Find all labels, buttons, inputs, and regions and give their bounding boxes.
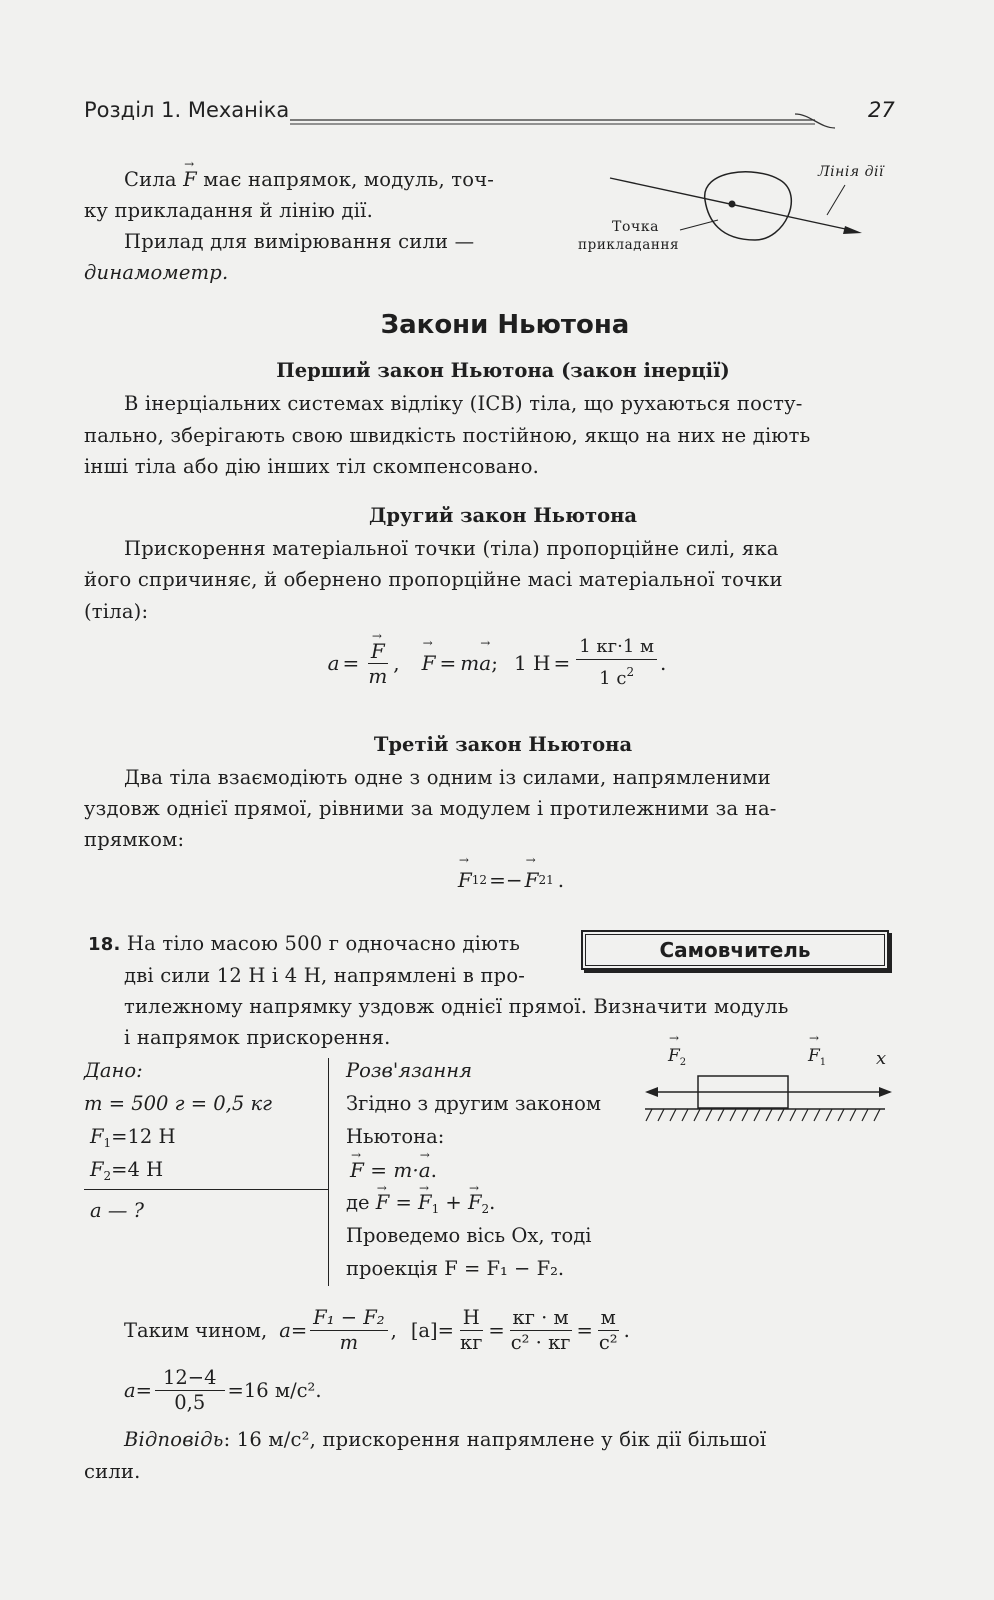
fraction-force-diff <box>310 1306 387 1355</box>
law3-line3: прямком: <box>84 828 185 851</box>
problem-number: 18. <box>88 934 121 955</box>
solution-line4: проекція F = F₁ − F₂. <box>346 1257 565 1280</box>
subscript: 12 <box>471 873 488 887</box>
denominator: кг <box>460 1330 483 1354</box>
symbol-F: → F <box>668 1046 680 1066</box>
eq: = <box>488 1318 505 1342</box>
solution-line2: Ньютона: <box>346 1125 445 1148</box>
given-m-text: m = 500 г = 0,5 кг <box>84 1092 272 1115</box>
value: =4 Н <box>111 1158 164 1181</box>
device-line1: Прилад для вимірювання сили — <box>124 230 475 253</box>
given-title: Дано: <box>84 1059 143 1082</box>
text: Сила <box>124 168 177 191</box>
application-point-label-2: прикладання <box>578 237 680 253</box>
subscript: 1 <box>103 1136 112 1150</box>
ground-hatching <box>646 1109 880 1121</box>
law2-line3: (тіла): <box>84 600 149 623</box>
problem-line1 <box>88 928 520 960</box>
law2-line1: Прискорення матеріальної точки (тіла) пропорційне силі, яка <box>124 537 779 560</box>
unit-newton: 1 Н <box>513 651 551 675</box>
result: =16 м/с². <box>227 1378 322 1402</box>
denominator: с² · кг <box>510 1330 571 1354</box>
eq: = <box>439 651 457 675</box>
problem-line4: і напрямок прискорення. <box>124 1026 391 1049</box>
text: де <box>346 1191 370 1214</box>
subscript: 2 <box>103 1169 112 1183</box>
diagram-axis-label: x <box>876 1048 887 1069</box>
dot: . <box>557 868 565 892</box>
law3-heading: Третій закон Ньютона <box>373 733 633 756</box>
numerator: F₁ − F₂ <box>310 1306 387 1331</box>
force-symbol: → F <box>183 164 197 195</box>
symbol-a: a <box>279 1318 291 1342</box>
symbol-a: → a <box>479 651 491 675</box>
given-f2 <box>90 1154 163 1192</box>
symbol-F: → F <box>376 1187 390 1219</box>
answer-line2: сили. <box>84 1460 141 1483</box>
symbol-a: → a <box>419 1154 431 1186</box>
unit-a: [a] <box>410 1318 438 1342</box>
comma: , <box>393 651 400 675</box>
unit-fraction-2 <box>508 1306 574 1355</box>
page-number: 27 <box>868 98 895 122</box>
symbol-F: → F <box>350 1154 364 1186</box>
given-divider-v <box>328 1058 329 1286</box>
law1-line1: В інерціальних системах відліку (ІСВ) тіла, що рухаються посту- <box>124 392 803 415</box>
symbol-F: F <box>90 1158 104 1181</box>
plus: + <box>445 1191 462 1214</box>
law2-formula <box>0 628 994 698</box>
force-intro-line2: ку прикладання й лінію дії. <box>84 199 373 222</box>
given-divider-h <box>84 1189 328 1190</box>
answer-line1 <box>124 1424 894 1455</box>
given-find: a — ? <box>90 1199 144 1222</box>
eq: = <box>553 651 571 675</box>
answer-label: Відповідь <box>124 1428 224 1451</box>
calc-fraction <box>155 1366 225 1415</box>
subscript: 2 <box>481 1202 490 1216</box>
running-header: Розділ 1. Механіка <box>84 98 290 122</box>
text: = m· <box>370 1158 419 1182</box>
dot: . <box>489 1191 496 1214</box>
subscript: 1 <box>431 1202 440 1216</box>
eq: = <box>290 1318 308 1342</box>
text: На тіло масою 500 г одночасно діють <box>126 932 521 955</box>
force-intro-line1 <box>124 164 564 195</box>
unit-num: 1 кг·1 м <box>576 635 657 660</box>
symbol-m: m <box>460 651 480 675</box>
numerator: Н <box>460 1306 483 1331</box>
symbol-F: → F <box>371 639 385 663</box>
symbol-F: → F <box>418 1187 432 1219</box>
samovchytel-badge: Самовчитель <box>581 930 889 970</box>
eq: =− <box>489 868 523 892</box>
dot: . <box>623 1318 630 1342</box>
eq: = <box>135 1378 152 1402</box>
comma: , <box>390 1318 397 1342</box>
subscript: 2 <box>679 1057 687 1068</box>
law1-line3: інші тіла або дію інших тіл скомпенсовано. <box>84 455 540 478</box>
dot: . <box>660 651 667 675</box>
eq: = <box>437 1318 454 1342</box>
line-of-action-label: Лінія дії <box>818 164 884 180</box>
dot: . <box>430 1158 437 1182</box>
solution-line3: Проведемо вісь Ox, тоді <box>346 1224 592 1247</box>
symbol-F: → F <box>458 868 472 892</box>
numerator: кг · м <box>510 1306 572 1331</box>
symbol-F: → F <box>808 1046 820 1066</box>
answer-text: : 16 м/с², прискорення напрямлене у бік дії більшої <box>223 1428 767 1451</box>
numerator: м <box>598 1306 619 1331</box>
text: має напрямок, модуль, точ- <box>203 168 495 191</box>
diagram-f1-label <box>808 1046 826 1068</box>
unit-den: 1 с <box>599 668 627 689</box>
problem-line2: дві сили 12 Н і 4 Н, напрямлені в про- <box>124 964 526 987</box>
law3-line2: уздовж однієї прямої, рівними за модулем і протилежними за на- <box>84 797 777 820</box>
subscript: 1 <box>819 1057 827 1068</box>
block-diagram <box>640 1068 900 1138</box>
given-mass <box>84 1088 272 1120</box>
law1-line2: пально, зберігають свою швидкість постійною, якщо на них не діють <box>84 424 811 447</box>
unit-fraction-1 <box>457 1306 485 1355</box>
symbol-F: → F <box>422 651 436 675</box>
symbol-F: → F <box>525 868 539 892</box>
text: Таким чином, <box>124 1318 268 1342</box>
diagram-f2-label <box>668 1046 686 1068</box>
device-line2: динамометр. <box>84 261 229 284</box>
denominator: с² <box>598 1330 618 1354</box>
solution-line1: Згідно з другим законом <box>346 1092 602 1115</box>
result-formula <box>124 1295 630 1365</box>
problem-line3: тилежному напрямку уздовж однієї прямої. Визначити модуль <box>124 995 789 1018</box>
eq: = <box>576 1318 593 1342</box>
fraction-F-over-m <box>365 639 390 688</box>
denominator: 0,5 <box>174 1390 206 1414</box>
eq: = <box>395 1191 412 1214</box>
subscript: 21 <box>538 873 554 887</box>
eq: = <box>342 651 360 675</box>
denominator: m <box>339 1330 359 1354</box>
calculation <box>124 1358 322 1422</box>
law2-line2: його спричиняє, й обернено пропорційне масі матеріальної точки <box>84 568 783 591</box>
section-title: Закони Ньютона <box>380 310 630 340</box>
symbol-a: a <box>327 651 340 675</box>
application-point-label-1: Точка <box>612 219 660 235</box>
unit-fraction <box>576 635 657 691</box>
law1-heading: Перший закон Ньютона (закон інерції) <box>276 359 730 382</box>
law2-heading: Другий закон Ньютона <box>368 504 637 527</box>
symbol-m: m <box>368 663 388 688</box>
solution-title: Розв'язання <box>346 1059 472 1082</box>
symbol-F: → F <box>468 1187 482 1219</box>
header-rule <box>290 110 850 136</box>
law3-line1: Два тіла взаємодіють одне з одним із силами, напрямленими <box>124 766 771 789</box>
unit-fraction-3 <box>596 1306 621 1355</box>
law3-formula <box>0 860 994 900</box>
symbol-a: a <box>124 1378 136 1402</box>
exponent: 2 <box>626 665 635 679</box>
numerator: 12−4 <box>155 1366 225 1391</box>
value: =12 Н <box>111 1125 176 1148</box>
symbol-F: F <box>90 1125 104 1148</box>
semicolon: ; <box>491 651 498 675</box>
